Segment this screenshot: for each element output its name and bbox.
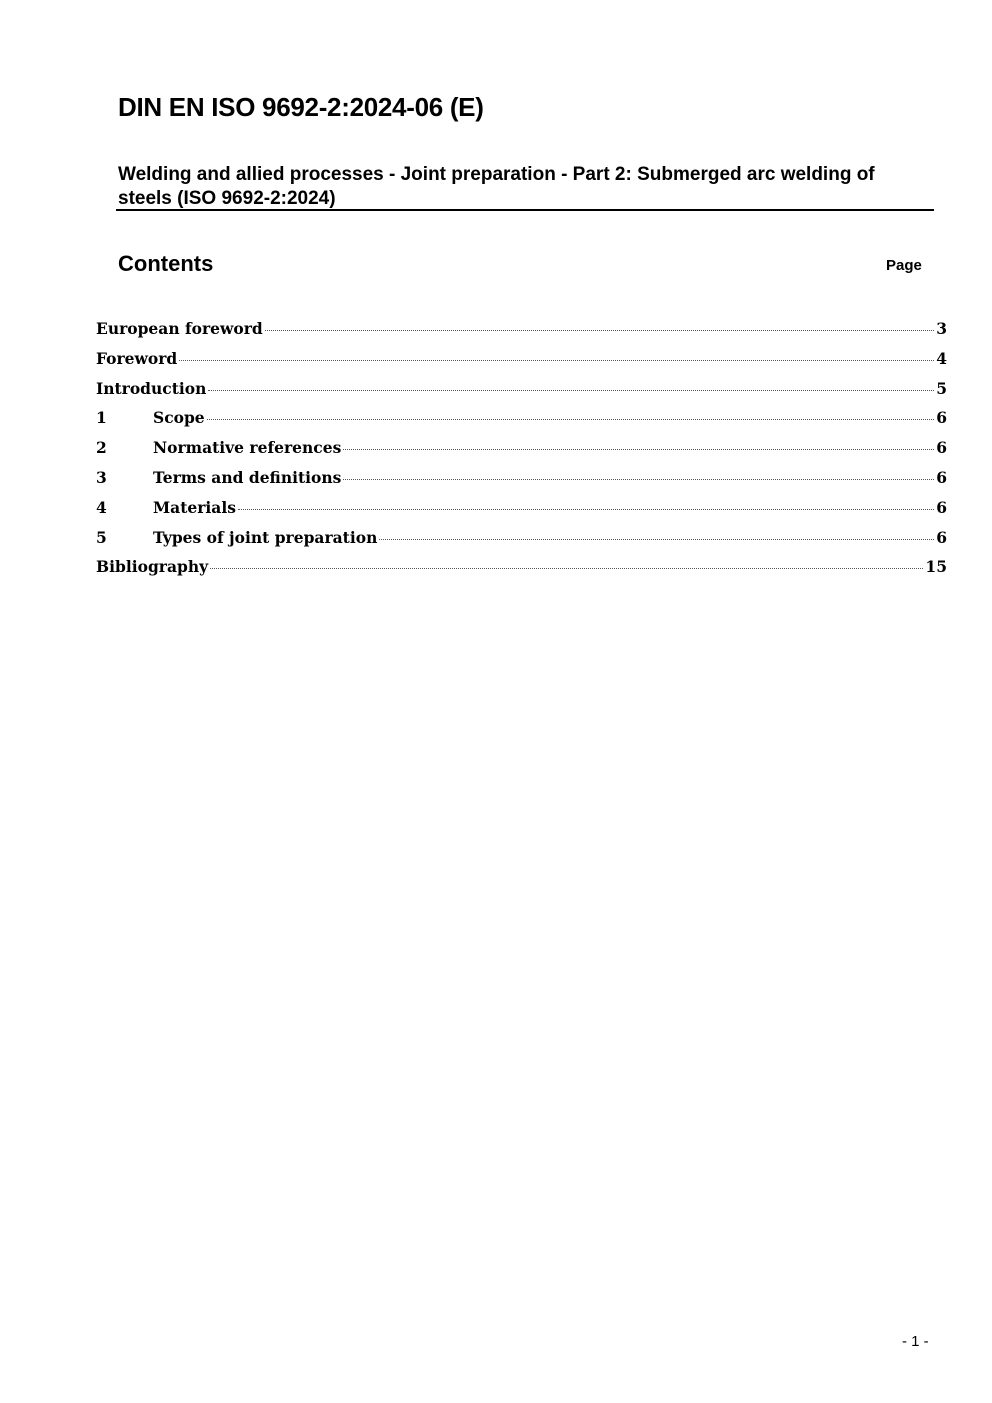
toc-entry-number: 4 bbox=[96, 497, 107, 517]
document-title: DIN EN ISO 9692-2:2024-06 (E) bbox=[118, 92, 484, 122]
toc-entry-foreword[interactable] bbox=[96, 349, 947, 379]
title-divider bbox=[116, 209, 934, 211]
toc-leader-dots bbox=[343, 479, 934, 480]
toc-entry-page: 15 bbox=[925, 557, 947, 577]
toc-entry-number: 3 bbox=[96, 467, 107, 487]
table-of-contents bbox=[96, 319, 947, 587]
toc-leader-dots bbox=[179, 360, 934, 361]
toc-entry-scope[interactable] bbox=[96, 408, 947, 438]
toc-entry-title: European foreword bbox=[96, 319, 263, 338]
toc-entry-page: 3 bbox=[936, 319, 947, 338]
toc-entry-number: 1 bbox=[96, 408, 107, 428]
page-number: - 1 - bbox=[902, 1333, 929, 1350]
toc-entry-title: Normative references bbox=[153, 438, 342, 458]
toc-entry-materials[interactable] bbox=[96, 498, 947, 528]
toc-entry-page: 5 bbox=[936, 378, 947, 398]
toc-entry-page: 6 bbox=[936, 527, 947, 547]
toc-entry-title: Types of joint preparation bbox=[153, 527, 378, 547]
toc-leader-dots bbox=[265, 330, 934, 331]
toc-entry-title: Foreword bbox=[96, 348, 178, 368]
toc-entry-title: Introduction bbox=[96, 378, 207, 398]
toc-entry-title: Bibliography bbox=[96, 557, 209, 577]
toc-entry-title: Materials bbox=[153, 497, 236, 517]
toc-entry-terms-and-definitions[interactable] bbox=[96, 468, 947, 498]
toc-entry-introduction[interactable] bbox=[96, 379, 947, 409]
toc-leader-dots bbox=[343, 449, 934, 450]
document-subtitle: Welding and allied processes - Joint preparation - Part 2: Submerged arc welding of steels (ISO 9692-2:2024) bbox=[118, 164, 875, 209]
toc-entry-bibliography[interactable] bbox=[96, 557, 947, 587]
toc-entry-page: 4 bbox=[936, 348, 947, 368]
toc-entry-page: 6 bbox=[936, 408, 947, 428]
toc-entry-types-of-joint-preparation[interactable] bbox=[96, 528, 947, 558]
contents-heading: Contents bbox=[118, 251, 214, 276]
toc-entry-normative-references[interactable] bbox=[96, 438, 947, 468]
toc-leader-dots bbox=[207, 419, 935, 420]
page-column-label: Page bbox=[886, 257, 922, 274]
toc-leader-dots bbox=[208, 390, 934, 391]
toc-leader-dots bbox=[210, 568, 923, 569]
toc-entry-number: 5 bbox=[96, 527, 107, 547]
toc-entry-page: 6 bbox=[936, 497, 947, 517]
toc-entry-european-foreword[interactable] bbox=[96, 319, 947, 349]
toc-entry-page: 6 bbox=[936, 467, 947, 487]
toc-leader-dots bbox=[238, 509, 934, 510]
toc-entry-title: Scope bbox=[153, 408, 205, 428]
toc-entry-number: 2 bbox=[96, 438, 107, 458]
toc-entry-page: 6 bbox=[936, 438, 947, 458]
toc-leader-dots bbox=[379, 539, 934, 540]
toc-entry-title: Terms and definitions bbox=[153, 467, 342, 487]
